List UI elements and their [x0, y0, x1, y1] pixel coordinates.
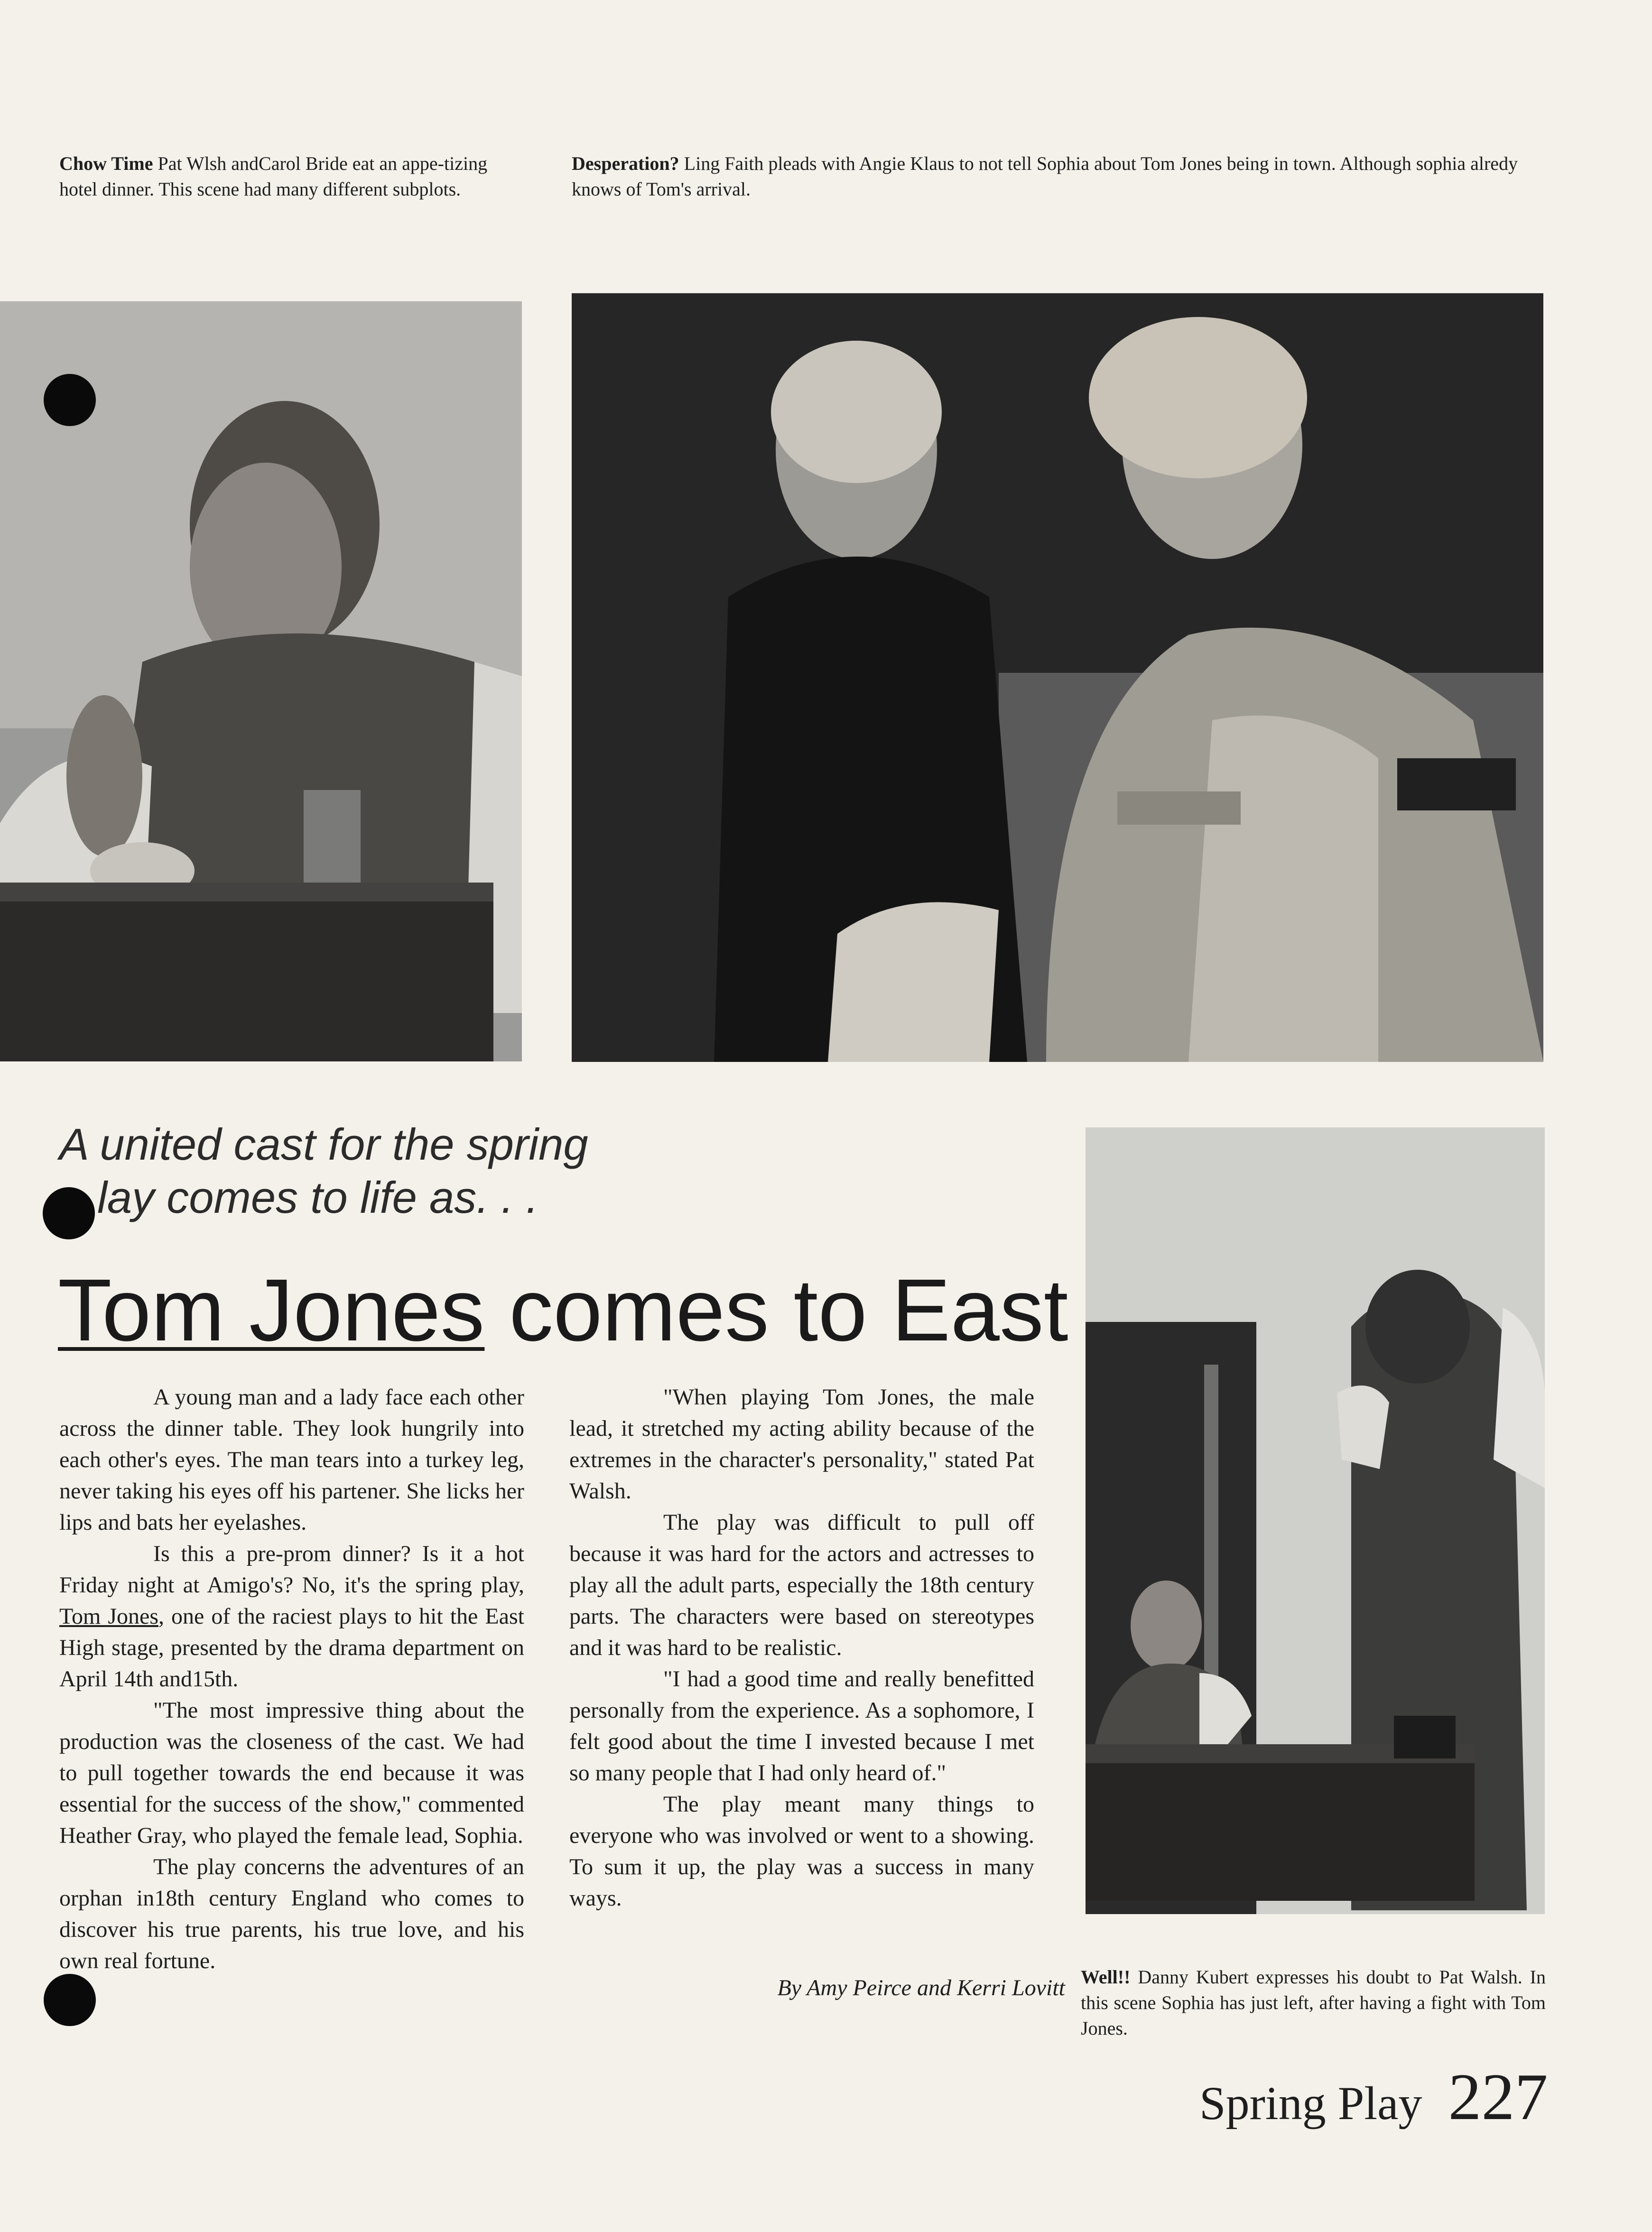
article-column-2 [569, 1382, 1034, 1914]
intro-line-2: lay comes to life as. . . [97, 1172, 538, 1222]
article-paragraph: The play concerns the adventures of an orphan in18th century England who comes to discover his true parents, his true love, and his own real fortune. [59, 1854, 524, 1973]
punch-hole [44, 374, 96, 426]
caption-lead: Well!! [1081, 1966, 1131, 1988]
article-paragraph: Is this a pre-prom dinner? Is it a hot Friday night at Amigo's? No, it's the spring play, Tom Jones, one of the raciest plays to hit the East High stage, presented by the drama department on April 14th and15th. [59, 1541, 524, 1692]
photo-well [1086, 1127, 1545, 1914]
article-paragraph: A young man and a lady face each other across the dinner table. They look hungrily into each other's eyes. The man tears into a turkey leg, never taking his eyes off his partener. She licks her lips and bats her eyelashes. [59, 1385, 524, 1535]
page-number: 227 [1448, 2060, 1548, 2134]
caption-lead: Desperation? [572, 153, 679, 174]
intro-line-1: A united cast for the spring [59, 1119, 588, 1169]
play-title: Tom Jones [59, 1604, 158, 1629]
title-rest: comes to East [484, 1261, 1068, 1359]
byline: By Amy Peirce and Kerri Lovitt [777, 1975, 1065, 2000]
caption-well [1081, 1964, 1546, 2041]
title-underlined: Tom Jones [58, 1261, 485, 1359]
caption-text: Ling Faith pleads with Angie Klaus to not tell Sophia about Tom Jones being in town. Although sophia alredy knows of Tom's arrival. [572, 153, 1518, 200]
caption-lead: Chow Time [59, 153, 153, 174]
article-paragraph: The play meant many things to everyone who was involved or went to a showing. To sum it up, the play was a success in many ways. [569, 1792, 1034, 1911]
photo-desperation [572, 293, 1543, 1062]
caption-text: Danny Kubert expresses his doubt to Pat Walsh. In this scene Sophia has just left, after having a fight with Tom Jones. [1081, 1966, 1546, 2039]
page-title [58, 1263, 1068, 1358]
article-column-1 [59, 1382, 524, 1977]
caption-chow-time [59, 151, 529, 202]
caption-desperation [572, 151, 1549, 202]
footer-section: Spring Play [1199, 2077, 1422, 2130]
article-paragraph: "I had a good time and really benefitted personally from the experience. As a sophomore, I felt good about the time I invested because I met so many people that I had only heard of." [569, 1666, 1034, 1786]
article-paragraph: "When playing Tom Jones, the male lead, it stretched my acting ability because of the extremes in the character's personality," stated Pat Walsh. [569, 1385, 1034, 1504]
article-paragraph: "The most impressive thing about the production was the closeness of the cast. We had to pull together towards the end because it was essential for the success of the show," commented Heather Gray, who played the female lead, Sophia. [59, 1698, 524, 1848]
intro-kicker [59, 1118, 629, 1224]
article-paragraph: The play was difficult to pull off because it was hard for the actors and actresses to play all the adult parts, especially the 18th century parts. The characters were based on stereotypes and it was hard to be realistic. [569, 1510, 1034, 1660]
punch-hole [44, 1974, 96, 2026]
page-footer [1199, 2060, 1548, 2134]
caption-text: Pat Wlsh andCarol Bride eat an appe-tizing hotel dinner. This scene had many different subplots. [59, 153, 488, 200]
